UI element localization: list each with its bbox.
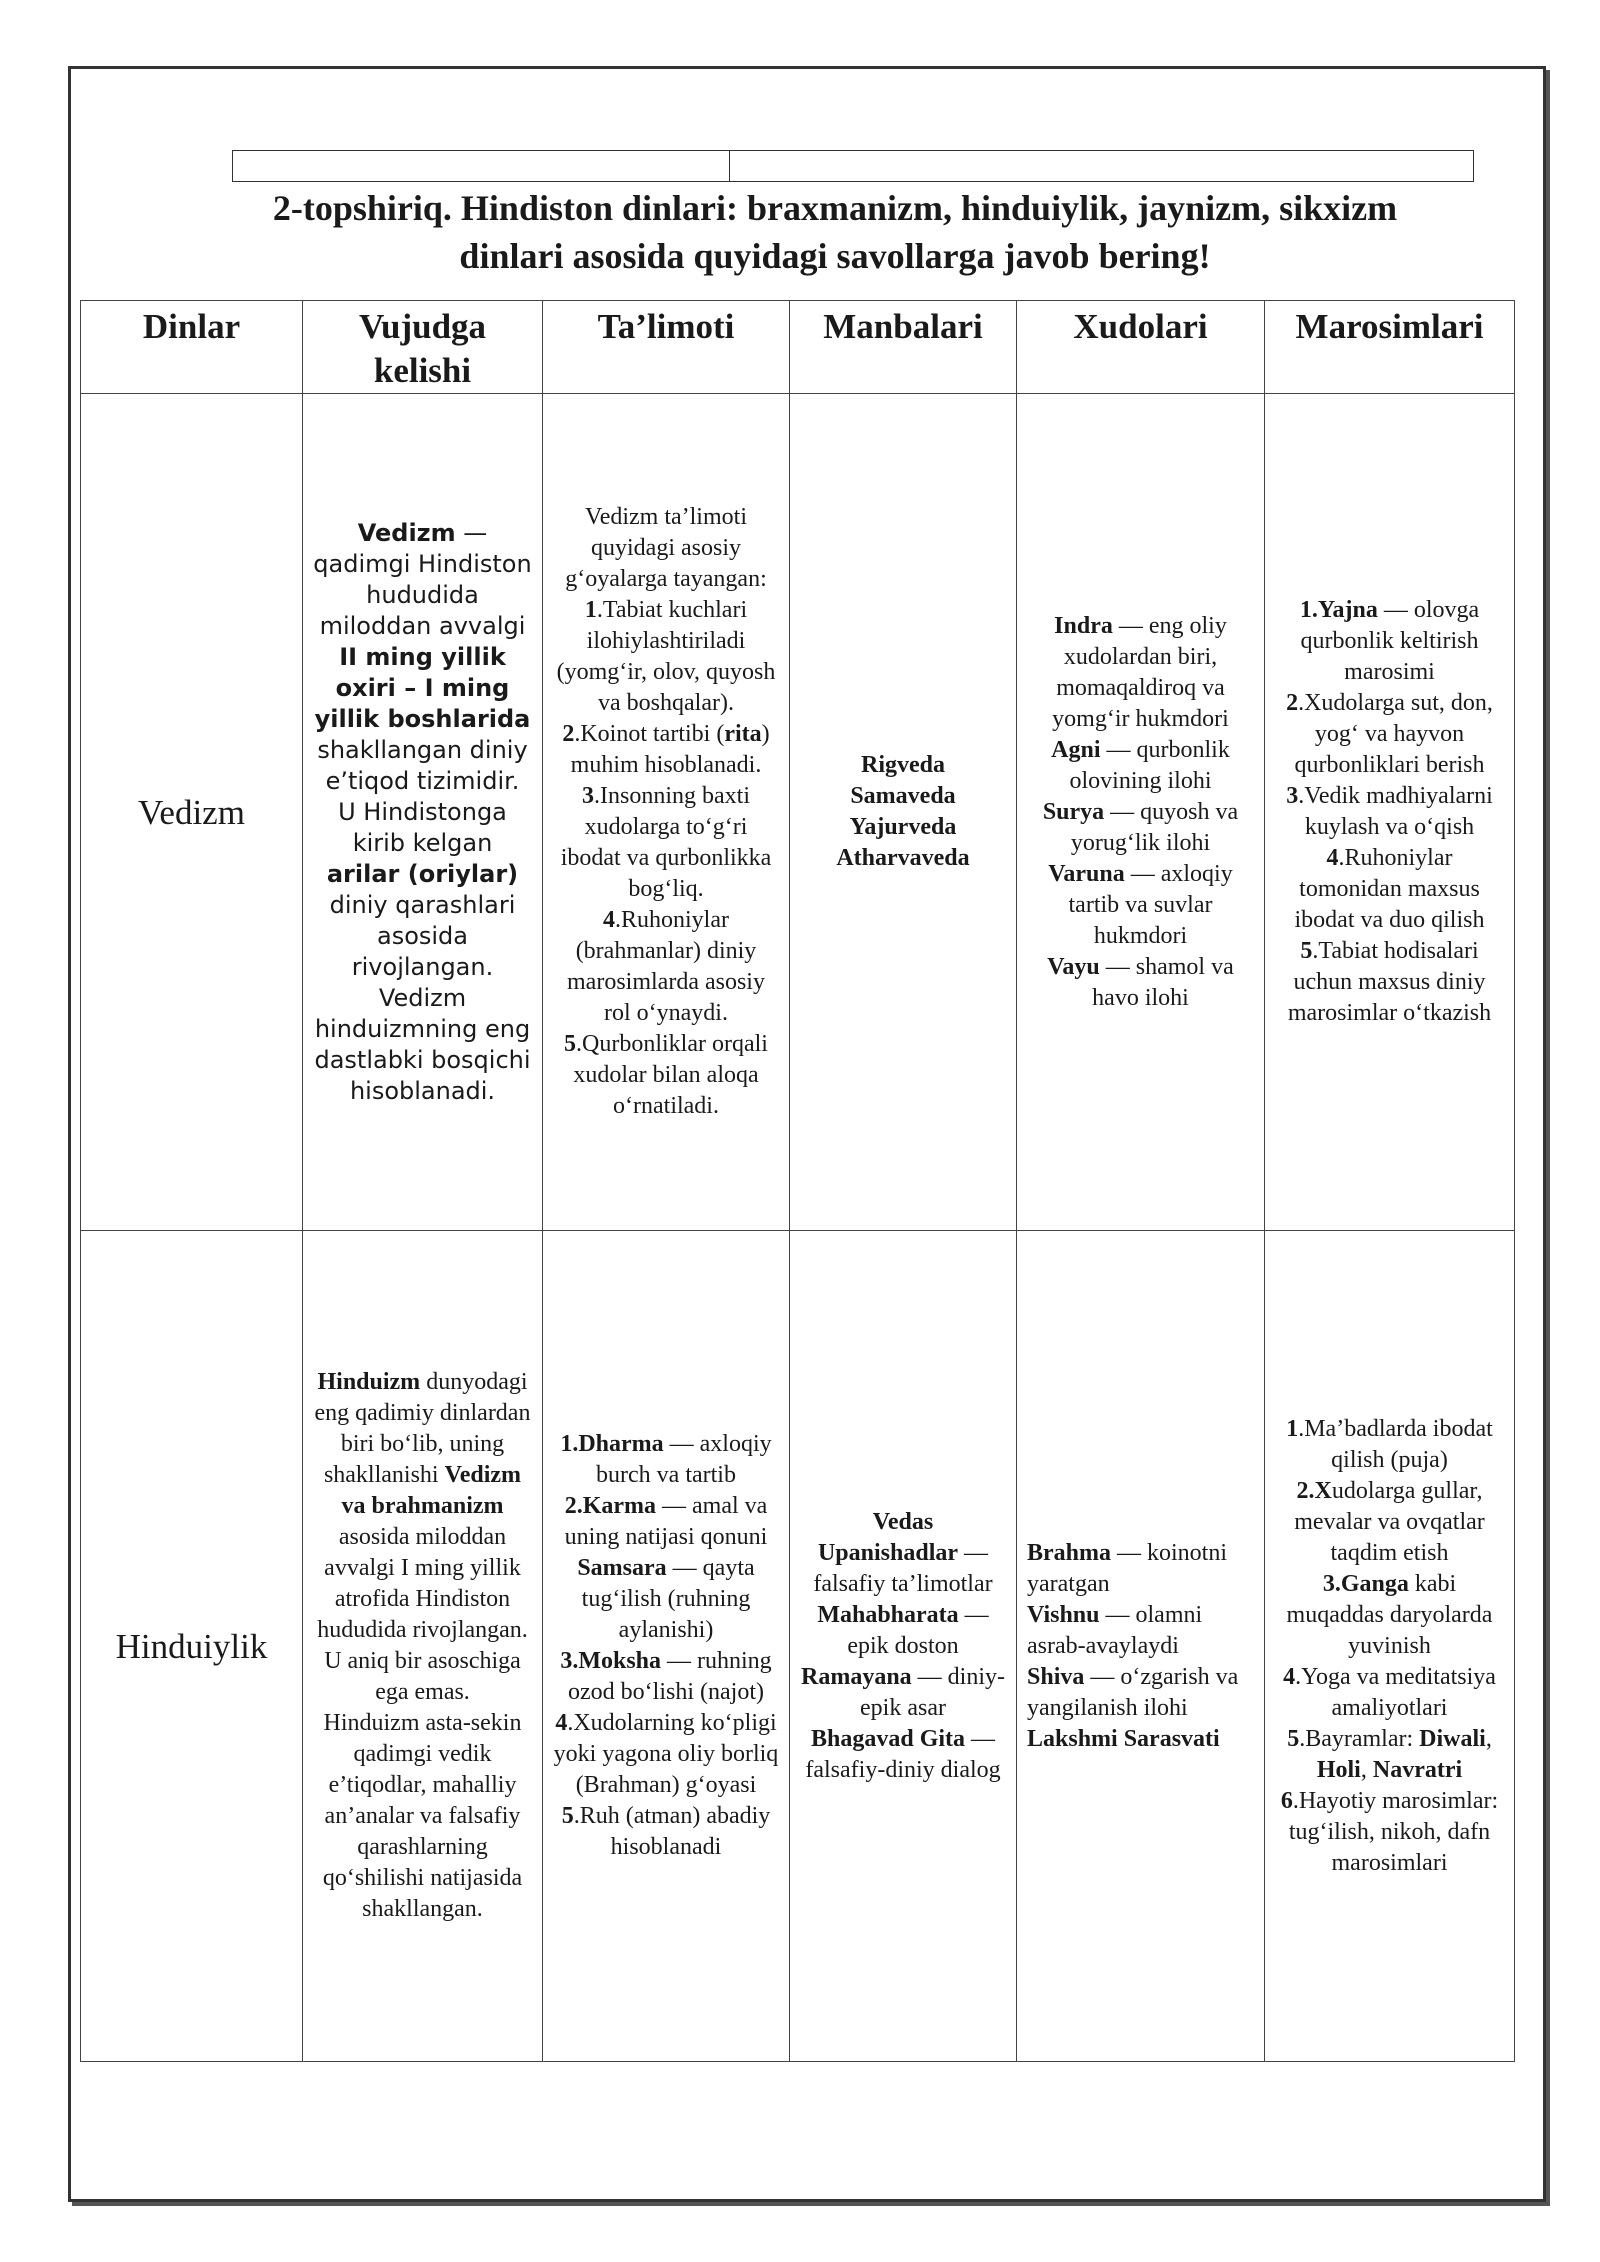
cell-paragraph bbox=[1275, 936, 1504, 1029]
bold-text: Vedizm va brahmanizm bbox=[341, 1462, 528, 1519]
bold-text: 4 bbox=[603, 907, 615, 933]
task-heading bbox=[160, 184, 1510, 280]
cell-paragraph bbox=[553, 1029, 779, 1122]
cell-paragraph bbox=[800, 1507, 1006, 1538]
bold-text: Indra bbox=[1054, 612, 1113, 639]
text-run: — olamni asrab-avaylaydi bbox=[1027, 1601, 1209, 1659]
rituals-cell bbox=[1265, 394, 1515, 1231]
text-run: shakllangan diniy e’tiqod tizimidir. U Hindistonga kirib kelgan bbox=[317, 704, 539, 857]
cell-paragraph bbox=[1275, 843, 1504, 936]
cell-paragraph bbox=[553, 595, 782, 719]
bold-text: 4 bbox=[1283, 1663, 1296, 1690]
cell-paragraph bbox=[1275, 1662, 1504, 1724]
cell-paragraph bbox=[1027, 611, 1254, 735]
bold-text: Samsara bbox=[577, 1555, 667, 1581]
text-run: .Qurbonliklar orqali xudolar bilan aloqa o‘rnatiladi. bbox=[573, 1031, 774, 1119]
cell-paragraph bbox=[1275, 1724, 1504, 1786]
empty-header-table bbox=[232, 150, 1474, 182]
bold-text: arilar (oriylar) bbox=[326, 859, 519, 888]
text-run: — shamol va havo ilohi bbox=[1092, 953, 1240, 1011]
bold-text: Varuna bbox=[1048, 860, 1125, 887]
religion-name-cell: Hinduiylik bbox=[81, 1231, 303, 2062]
bold-text: 2 bbox=[1286, 690, 1299, 716]
bold-text: Surya bbox=[1042, 798, 1105, 825]
text-run: — falsafiy ta’limotlar bbox=[813, 1539, 995, 1597]
bold-text: Vayu bbox=[1047, 953, 1100, 980]
cell-paragraph bbox=[1027, 1724, 1254, 1755]
bold-text: 6 bbox=[1280, 1787, 1293, 1814]
text-run: — diniy-epik asar bbox=[860, 1663, 1005, 1721]
text-run: — falsafiy-diniy dialog bbox=[805, 1725, 1002, 1783]
text-run: udolarga gullar, mevalar va ovqatlar taqdim etish bbox=[1294, 1477, 1491, 1566]
bold-text: Ramayana bbox=[801, 1663, 912, 1690]
bold-text: 1 bbox=[584, 597, 597, 623]
bold-text: Vedas bbox=[872, 1508, 934, 1535]
text-run: , bbox=[1485, 1725, 1498, 1752]
text-run: — qurbonlik olovining ilohi bbox=[1069, 736, 1236, 794]
text-run: .Ma’badlarda ibodat qilish (puja) bbox=[1298, 1415, 1499, 1473]
table-row bbox=[81, 394, 1515, 1231]
bold-text: 5 bbox=[1287, 1725, 1300, 1752]
bold-text: Upanishadlar bbox=[817, 1539, 959, 1566]
religions-table bbox=[80, 300, 1515, 2062]
text-run: , bbox=[1360, 1756, 1373, 1783]
cell-paragraph bbox=[1027, 1662, 1254, 1724]
bold-text: 1 bbox=[1286, 1415, 1299, 1442]
teaching-cell bbox=[543, 394, 790, 1231]
gods-cell bbox=[1017, 1231, 1265, 2062]
column-header: Ta’limoti bbox=[543, 301, 790, 394]
cell-paragraph bbox=[1027, 952, 1254, 1014]
cell-paragraph bbox=[800, 812, 1006, 843]
bold-text: 3.Moksha bbox=[560, 1648, 661, 1674]
text-run: — quyosh va yorug‘lik ilohi bbox=[1070, 798, 1245, 856]
text-run: diniy qarashlari asosida rivojlangan. Vedizm hinduizmning eng dastlabki bosqichi hisoblanadi. bbox=[314, 859, 539, 1105]
cell-paragraph bbox=[553, 502, 779, 595]
bold-text: Holi bbox=[1316, 1756, 1361, 1783]
cell-paragraph bbox=[1027, 797, 1254, 859]
cell-paragraph bbox=[800, 1600, 1006, 1662]
column-header: Dinlar bbox=[81, 301, 303, 394]
cell-paragraph bbox=[1027, 735, 1254, 797]
text-run: — eng oliy xudolardan biri, momaqaldiroq va yomg‘ir hukmdori bbox=[1052, 612, 1233, 732]
bold-text: Diwali bbox=[1419, 1725, 1486, 1752]
bold-text: 2 bbox=[562, 721, 575, 747]
text-run: — axloqiy burch va tartib bbox=[596, 1431, 778, 1488]
cell-paragraph bbox=[553, 1708, 785, 1801]
bold-text: Samaveda bbox=[850, 783, 956, 809]
text-run: — qadimgi Hindiston hududida miloddan avvalgi bbox=[313, 518, 540, 640]
cell-paragraph bbox=[1275, 595, 1504, 688]
origin-cell bbox=[303, 1231, 543, 2062]
bold-text: Hinduizm bbox=[317, 1369, 421, 1395]
text-run: .Tabiat kuchlari ilohiylashtiriladi (yomg‘ir, olov, quyosh va boshqalar). bbox=[556, 597, 782, 716]
text-run: Vedizm ta’limoti quyidagi asosiy g‘oyalarga tayangan: bbox=[565, 504, 767, 592]
text-run: .Vedik madhiyalarni kuylash va o‘qish bbox=[1298, 783, 1499, 840]
cell-paragraph bbox=[313, 518, 540, 1107]
bold-text: 2.Karma bbox=[564, 1493, 656, 1519]
text-run: .Yoga va meditatsiya amaliyotlari bbox=[1295, 1663, 1502, 1721]
cell-paragraph bbox=[553, 1801, 779, 1863]
bold-text: 4 bbox=[555, 1710, 568, 1736]
bold-text: rita bbox=[724, 721, 762, 747]
gods-cell bbox=[1017, 394, 1265, 1231]
cell-paragraph bbox=[800, 1538, 1006, 1600]
task-heading-line: dinlari asosida quyidagi savollarga javob bering! bbox=[459, 236, 1211, 276]
column-header: Xudolari bbox=[1017, 301, 1265, 394]
task-heading-line: 2-topshiriq. Hindiston dinlari: braxmanizm, hinduiylik, jaynizm, sikxizm bbox=[272, 188, 1398, 228]
cell-paragraph bbox=[553, 1429, 779, 1491]
cell-paragraph bbox=[553, 781, 779, 905]
text-run: .Bayramlar: bbox=[1299, 1725, 1420, 1752]
text-run: — ruhning ozod bo‘lishi (najot) bbox=[568, 1648, 778, 1705]
text-run: — qayta tug‘ilish (ruhning aylanishi) bbox=[581, 1555, 761, 1643]
cell-paragraph bbox=[1275, 1476, 1504, 1569]
bold-text: Mahabharata bbox=[817, 1601, 959, 1628]
text-run: — epik doston bbox=[847, 1601, 995, 1659]
cell-paragraph bbox=[1027, 1538, 1254, 1600]
bold-text: 5 bbox=[561, 1803, 574, 1829]
column-header: Marosimlari bbox=[1265, 301, 1515, 394]
bold-text: II ming yillik oxiri – I ming yillik boshlarida bbox=[314, 642, 531, 733]
empty-header-cell bbox=[730, 151, 1473, 181]
cell-paragraph bbox=[800, 843, 1006, 874]
teaching-cell bbox=[543, 1231, 790, 2062]
cell-paragraph bbox=[553, 1491, 779, 1646]
bold-text: 1.Yajna bbox=[1299, 597, 1378, 623]
text-run: — axloqiy tartib va suvlar hukmdori bbox=[1068, 860, 1239, 949]
text-run: — olovga qurbonlik keltirish marosimi bbox=[1300, 597, 1486, 685]
religion-name-cell: Vedizm bbox=[81, 394, 303, 1231]
bold-text: Navratri bbox=[1372, 1756, 1463, 1783]
sources-cell bbox=[790, 394, 1017, 1231]
empty-header-cell bbox=[233, 151, 730, 181]
rituals-cell bbox=[1265, 1231, 1515, 2062]
bold-text: Yajurveda bbox=[849, 814, 957, 840]
text-run: .Hayotiy marosimlar: tug‘ilish, nikoh, dafn marosimlari bbox=[1288, 1787, 1505, 1876]
bold-text: Atharvaveda bbox=[836, 845, 970, 871]
bold-text: Brahma bbox=[1027, 1539, 1111, 1566]
cell-paragraph bbox=[800, 1724, 1006, 1786]
cell-paragraph bbox=[1275, 1414, 1504, 1476]
text-run: — o‘zgarish va yangilanish ilohi bbox=[1027, 1663, 1245, 1721]
text-run: .Tabiat hodisalari uchun maxsus diniy marosimlar o‘tkazish bbox=[1287, 938, 1492, 1026]
table-row bbox=[81, 1231, 1515, 2062]
bold-text: 5 bbox=[1300, 938, 1313, 964]
table-header-row bbox=[81, 301, 1515, 394]
column-header: Manbalari bbox=[790, 301, 1017, 394]
cell-paragraph bbox=[800, 781, 1006, 812]
text-run: kabi muqaddas daryolarda yuvinish bbox=[1286, 1570, 1499, 1659]
text-run: .Ruhoniylar tomonidan maxsus ibodat va duo qilish bbox=[1294, 845, 1486, 933]
text-run: .Ruhoniylar (brahmanlar) diniy marosimlarda asosiy rol o‘ynaydi. bbox=[567, 907, 771, 1026]
text-run: .Ruh (atman) abadiy hisoblanadi bbox=[573, 1803, 777, 1860]
bold-text: 3 bbox=[582, 783, 594, 809]
bold-text: Shiva bbox=[1027, 1663, 1085, 1690]
bold-text: 3 bbox=[1286, 783, 1299, 809]
cell-paragraph bbox=[1275, 1786, 1504, 1879]
cell-paragraph bbox=[1275, 1569, 1504, 1662]
origin-cell bbox=[303, 394, 543, 1231]
cell-paragraph bbox=[313, 1367, 537, 1708]
bold-text: 4 bbox=[1326, 845, 1339, 871]
bold-text: Agni bbox=[1051, 736, 1101, 763]
cell-paragraph bbox=[1027, 859, 1254, 952]
cell-paragraph bbox=[1027, 1600, 1254, 1662]
bold-text: Rigveda bbox=[861, 752, 945, 778]
cell-paragraph bbox=[800, 750, 1006, 781]
sources-cell bbox=[790, 1231, 1017, 2062]
cell-paragraph bbox=[800, 1662, 1006, 1724]
text-run: — koinotni yaratgan bbox=[1027, 1539, 1234, 1597]
text-run: — amal va uning natijasi qonuni bbox=[564, 1493, 780, 1550]
text-run: .Koinot tartibi ( bbox=[574, 721, 725, 747]
cell-paragraph bbox=[553, 719, 779, 781]
bold-text: 2.X bbox=[1296, 1477, 1332, 1504]
bold-text: Lakshmi Sarasvati bbox=[1027, 1725, 1220, 1752]
bold-text: Bhagavad Gita bbox=[810, 1725, 966, 1752]
text-run: .Xudolarga sut, don, yog‘ va hayvon qurbonliklari berish bbox=[1294, 690, 1499, 778]
cell-paragraph bbox=[313, 1708, 532, 1925]
cell-paragraph bbox=[553, 1646, 779, 1708]
cell-paragraph bbox=[1275, 688, 1504, 781]
text-run: ) muhim hisoblanadi. bbox=[570, 721, 776, 778]
bold-text: Vishnu bbox=[1027, 1601, 1100, 1628]
bold-text: Vedizm bbox=[357, 518, 456, 547]
bold-text: 1.Dharma bbox=[560, 1431, 664, 1457]
text-run: Hinduizm asta-sekin qadimgi vedik e’tiqodlar, mahalliy an’analar va falsafiy qarashlarning qo‘shilishi natijasida shakllangan. bbox=[322, 1710, 529, 1922]
column-header: Vujudga kelishi bbox=[303, 301, 543, 394]
text-run: asosida miloddan avvalgi I ming yillik atrofida Hindiston hududida rivojlangan. U aniq bir asoschiga ega emas. bbox=[317, 1493, 534, 1705]
text-run: dunyodagi eng qadimiy dinlardan biri bo‘lib, uning shakllanishi bbox=[314, 1369, 537, 1488]
text-run: .Xudolarning ko‘pligi yoki yagona oliy borliq (Brahman) g‘oyasi bbox=[553, 1710, 785, 1798]
cell-paragraph bbox=[1275, 781, 1504, 843]
text-run: .Insonning baxti xudolarga to‘g‘ri ibodat va qurbonlikka bog‘liq. bbox=[560, 783, 778, 902]
cell-paragraph bbox=[553, 905, 779, 1029]
bold-text: 3.Ganga bbox=[1322, 1570, 1409, 1597]
bold-text: 5 bbox=[564, 1031, 577, 1057]
